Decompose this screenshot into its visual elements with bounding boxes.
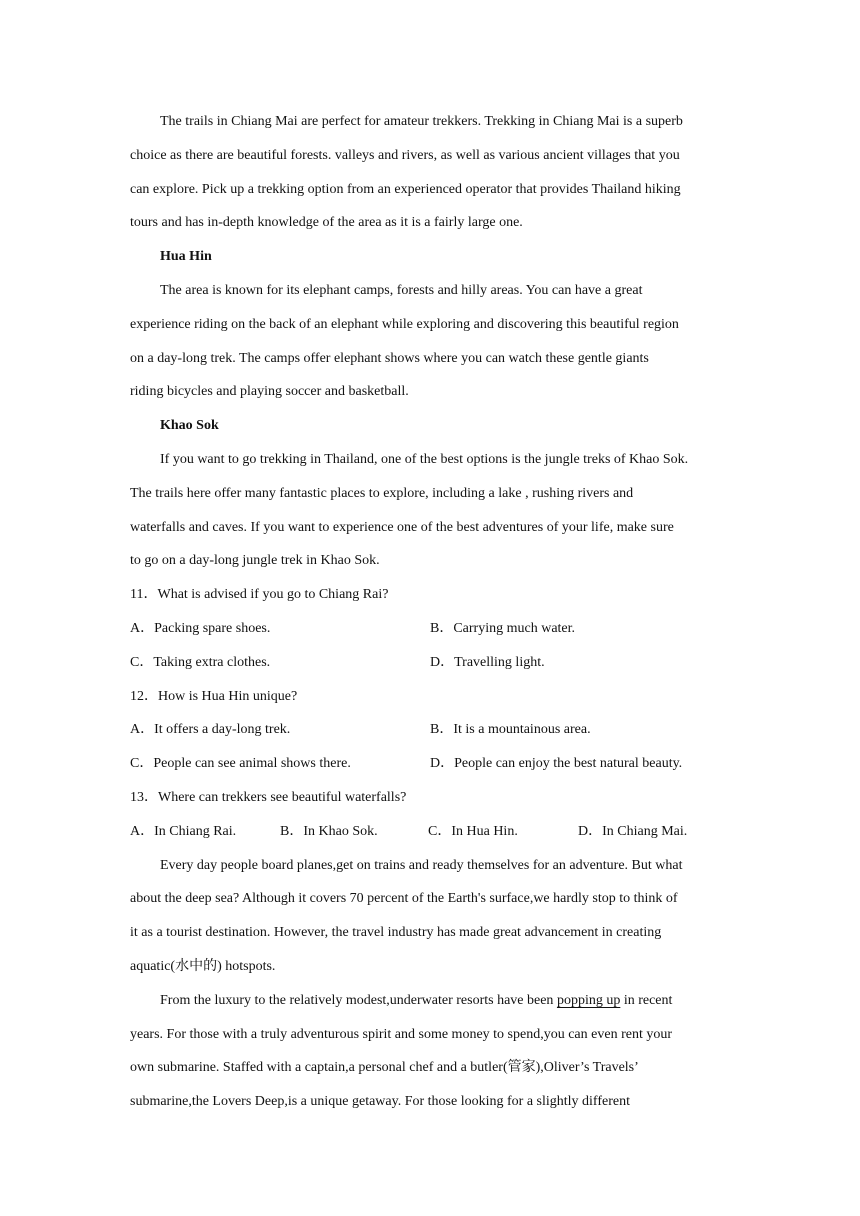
text-line: The trails in Chiang Mai are perfect for amateur trekkers. Trekking in Chiang Mai is a superb [160, 114, 683, 129]
option-d: D．People can enjoy the best natural beauty. [430, 756, 683, 772]
text-line: choice as there are beautiful forests. valleys and rivers, as well as various ancient villages that you [130, 147, 680, 163]
text-line: waterfalls and caves. If you want to experience one of the best adventures of your life, make sure [130, 519, 674, 535]
paragraph-khao-sok [130, 443, 736, 578]
option-b: B．Carrying much water. [430, 620, 576, 636]
text-line: submarine,the Lovers Deep,is a unique getaway. For those looking for a slightly different [130, 1094, 630, 1110]
text-segment: in recent [620, 992, 673, 1008]
question-stem: 13．Where can trekkers see beautiful waterfalls? [130, 789, 407, 805]
text-line: experience riding on the back of an elephant while exploring and discovering this beautiful region [130, 316, 679, 332]
option-b: B．It is a mountainous area. [430, 722, 591, 738]
text-line: Every day people board planes,get on trains and ready themselves for an adventure. But what [160, 857, 683, 873]
text-line: can explore. Pick up a trekking option from an experienced operator that provides Thailand hiking [130, 181, 681, 197]
option-c: C．Taking extra clothes. [130, 654, 271, 670]
question-stem: 12．How is Hua Hin unique? [130, 688, 298, 704]
option-row [130, 646, 736, 680]
question-13 [130, 781, 736, 849]
text-line: on a day-long trek. The camps offer elephant shows where you can watch these gentle giants [130, 350, 649, 366]
text-line: own submarine. Staffed with a captain,a personal chef and a butler(管家),Oliver’s Travels’ [130, 1060, 639, 1076]
option-row [130, 747, 736, 781]
option-d: D．In Chiang Mai. [578, 823, 688, 839]
text-line: If you want to go trekking in Thailand, one of the best options is the jungle treks of Khao Sok. [160, 451, 689, 467]
section-heading-hua-hin: Hua Hin [160, 249, 212, 265]
paragraph-deep-sea [130, 849, 736, 984]
text-line: The area is known for its elephant camps, forests and hilly areas. You can have a great [160, 282, 643, 298]
text-line [130, 984, 736, 1018]
question-11 [130, 578, 736, 679]
option-row [130, 612, 736, 646]
option-row [130, 815, 736, 849]
text-line: years. For those with a truly adventurous spirit and some money to spend,you can even rent your [130, 1026, 672, 1042]
option-b: B．In Khao Sok. [280, 823, 378, 839]
text-line: tours and has in-depth knowledge of the area as it is a fairly large one. [130, 215, 523, 231]
underlined-phrase: popping up [556, 992, 621, 1008]
option-a: A．Packing spare shoes. [130, 620, 271, 636]
option-c: C．People can see animal shows there. [130, 756, 351, 772]
section-heading-khao-sok: Khao Sok [160, 418, 219, 434]
text-line: it as a tourist destination. However, the travel industry has made great advancement in creating [130, 925, 662, 941]
option-c: C．In Hua Hin. [428, 823, 518, 839]
text-line: aquatic(水中的) hotspots. [130, 958, 276, 974]
option-d: D．Travelling light. [430, 654, 545, 670]
paragraph-underwater-resorts [130, 984, 736, 1119]
option-a: A．In Chiang Rai. [130, 823, 237, 839]
option-a: A．It offers a day-long trek. [130, 722, 291, 738]
text-line: about the deep sea? Although it covers 70 percent of the Earth's surface,we hardly stop to think of [130, 891, 678, 907]
question-stem: 11．What is advised if you go to Chiang Rai? [130, 587, 389, 603]
text-line: riding bicycles and playing soccer and basketball. [130, 384, 409, 400]
text-line: to go on a day-long jungle trek in Khao Sok. [130, 553, 380, 569]
question-12 [130, 680, 736, 781]
text-line: The trails here offer many fantastic places to explore, including a lake , rushing rivers and [130, 485, 634, 501]
text-segment: From the luxury to the relatively modest,underwater resorts have been [160, 992, 557, 1008]
document-page [130, 105, 736, 1119]
paragraph-chiang-mai [130, 105, 736, 240]
paragraph-hua-hin [130, 274, 736, 409]
option-row [130, 713, 736, 747]
